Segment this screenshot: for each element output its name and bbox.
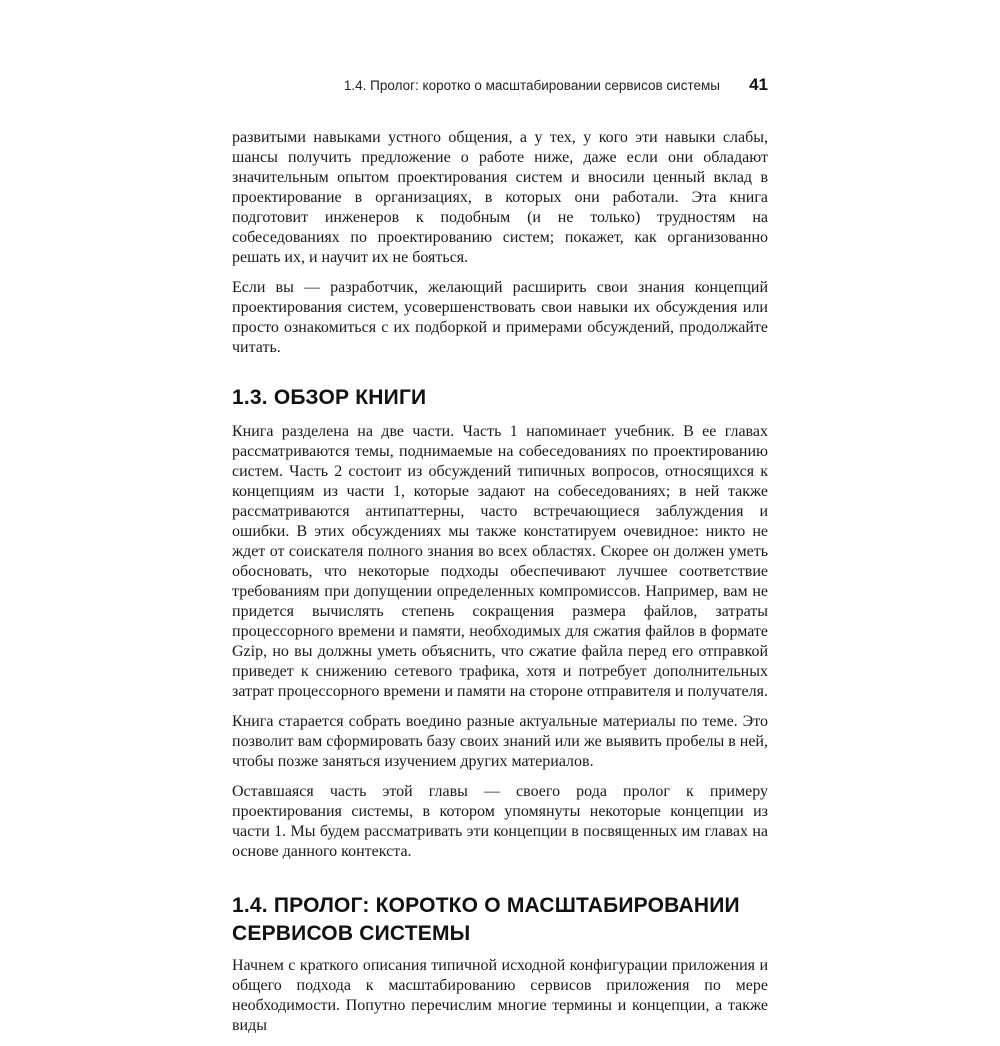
- running-header: [232, 76, 768, 100]
- section-heading: 1.4. ПРОЛОГ: КОРОТКО О МАСШТАБИРОВАНИИ СЕРВИСОВ СИСТЕМЫ: [232, 894, 740, 945]
- paragraph: Если вы — разработчик, желающий расширить свои знания концепций проектирования систем, усовершенствовать свои навыки их обсуждения или просто ознакомиться с их подборкой и примерами обсуждений, продолжайте читать.: [232, 279, 768, 356]
- paragraph: развитыми навыками устного общения, а у тех, у кого эти навыки слабы, шансы получить предложение о работе ниже, даже если они обладают значительным опытом проектирования систем и вносили ценный вклад в проектирование в организациях, в которых они работали. Эта книга подготовит инженеров к подобным (и не только) трудностям на собеседованиях по проектированию систем; покажет, как организованно решать их, и научит их не бояться.: [232, 129, 768, 266]
- paragraph: Начнем с краткого описания типичной исходной конфигурации приложения и общего подхода к масштабированию сервисов приложения по мере необходимости. Попутно перечислим многие термины и концепции, а также виды: [232, 957, 768, 1034]
- page-body: [232, 128, 768, 1046]
- section-heading: 1.3. ОБЗОР КНИГИ: [232, 386, 427, 409]
- running-title: 1.4. Пролог: коротко о масштабировании сервисов системы: [343, 78, 720, 93]
- paragraph: Книга старается собрать воедино разные актуальные материалы по теме. Это позволит вам сформировать базу своих знаний или же выявить пробелы в ней, чтобы позже заняться изучением других материалов.: [232, 713, 768, 770]
- paragraph: Оставшаяся часть этой главы — своего рода пролог к примеру проектирования системы, в котором упомянуты некоторые концепции из части 1. Мы будем рассматривать эти концепции в посвященных им главах на основе данного контекста.: [232, 783, 768, 860]
- paragraph: Книга разделена на две части. Часть 1 напоминает учебник. В ее главах рассматриваются темы, поднимаемые на собеседованиях по проектированию систем. Часть 2 состоит из обсуждений типичных вопросов, относящихся к концепциям из части 1, которые задают на собеседованиях; в ней также рассматриваются антипаттерны, часто встречающиеся заблуждения и ошибки. В этих обсуждениях мы также констатируем очевидное: никто не ждет от соискателя полного знания во всех областях. Скорее он должен уметь обосновать, что некоторые подходы обеспечивают лучшее соответствие требованиям при допущении определенных компромиссов. Например, вам не придется вычислять степень сокращения размера файлов, затраты процессорного времени и памяти, необходимых для сжатия файлов в формате Gzip, но вы должны уметь объяснить, что сжатие файла перед его отправкой приведет к снижению сетевого трафика, хотя и потребует дополнительных затрат процессорного времени и памяти на стороне отправителя и получателя.: [232, 423, 768, 700]
- page-number: 41: [749, 75, 768, 94]
